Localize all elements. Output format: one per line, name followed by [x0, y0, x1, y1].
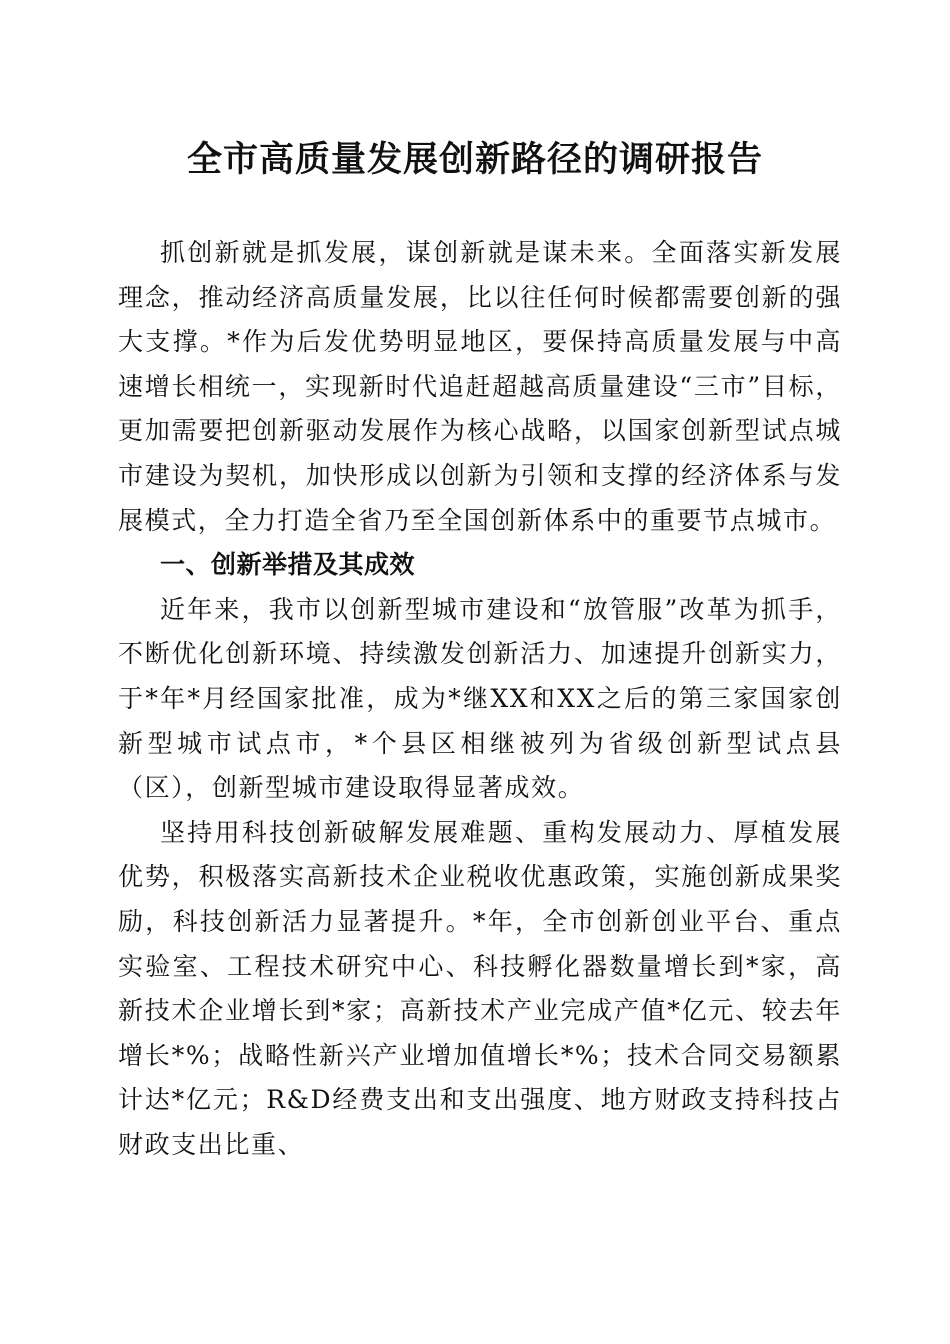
section-heading: 一、创新举措及其成效 [160, 550, 416, 580]
section-paragraph-1: 近年来，我市以创新型城市建设和“放管服”改革为抓手，不断优化创新环境、持续激发创新活力、加速提升创新实力，于*年*月经国家批准，成为*继XX和XX之后的第三家国家创新型城市试点市，*个县区相继被列为省级创新型试点县（区），创新型城市建设取得显著成效。 [118, 594, 842, 803]
document-title: 全市高质量发展创新路径的调研报告 [186, 139, 763, 180]
section-paragraph-2: 坚持用科技创新破解发展难题、重构发展动力、厚植发展优势，积极落实高新技术企业税收优惠政策，实施创新成果奖励，科技创新活力显著提升。*年，全市创新创业平台、重点实验室、工程技术研究中心、科技孵化器数量增长到*家，高新技术企业增长到*家；高新技术产业完成产值*亿元、较去年增长*%；战略性新兴产业增加值增长*%；技术合同交易额累计达*亿元；R&D经费支出和支出强度、地方财政支持科技占财政支出比重、 [118, 817, 842, 1159]
intro-paragraph: 抓创新就是抓发展，谋创新就是谋未来。全面落实新发展理念，推动经济高质量发展，比以往任何时候都需要创新的强大支撑。*作为后发优势明显地区，要保持高质量发展与中高速增长相统一，实现新时代追赶超越高质量建设“三市”目标，更加需要把创新驱动发展作为核心战略，以国家创新型试点城市建设为契机，加快形成以创新为引领和支撑的经济体系与发展模式，全力打造全省乃至全国创新体系中的重要节点城市。 [118, 238, 842, 535]
document-body [118, 231, 842, 1167]
